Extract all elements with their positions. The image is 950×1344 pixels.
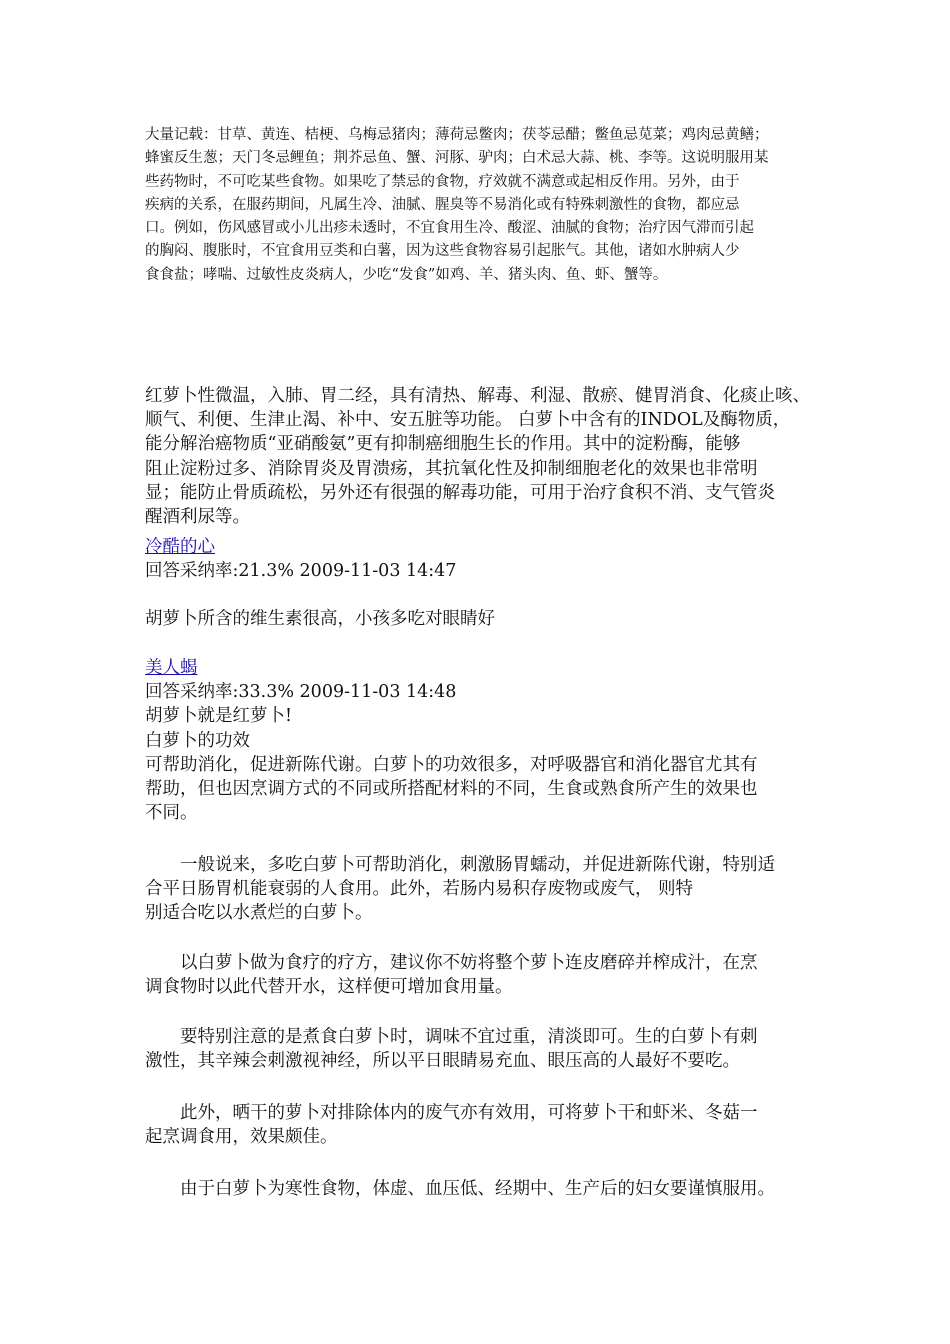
answerer-link[interactable]: 冷酷的心 (145, 537, 215, 557)
text-line: 些药物时，不可吃某些食物。如果吃了禁忌的食物，疗效就不满意或起相反作用。另外，由于 (145, 173, 740, 190)
text-line: 可帮助消化，促进新陈代谢。白萝卜的功效很多，对呼吸器官和消化器官尤其有 (145, 754, 758, 775)
text-line: 胡萝卜所含的维生素很高，小孩多吃对眼睛好 (145, 609, 495, 629)
text-line: 疾病的关系，在服药期间，凡属生冷、油腻、腥臭等不易消化或有特殊刺激性的食物，都应忌 (145, 196, 740, 213)
paragraph-caution (145, 1025, 813, 1073)
text-line: 一般说来，多吃白萝卜可帮助消化，刺激肠胃蠕动，并促进新陈代谢，特别适 (145, 855, 775, 875)
text-line: 帮助，但也因烹调方式的不同或所搭配材料的不同，生食或熟食所产生的效果也 (145, 779, 758, 800)
text-line: 别适合吃以水煮烂的白萝卜。 (145, 903, 373, 924)
text-line: 此外，晒干的萝卜对排除体内的废气亦有效用，可将萝卜干和虾米、冬菇一 (145, 1103, 758, 1123)
answer-block (145, 656, 813, 825)
paragraph-remedy (145, 951, 813, 999)
text-line: 合平日肠胃机能衰弱的人食用。此外，若肠内易积存废物或废气， 则特 (145, 879, 694, 900)
answer-block (145, 535, 813, 583)
text-line: 激性，其辛辣会刺激视神经，所以平日眼睛易充血、眼压高的人最好不要吃。 (145, 1051, 740, 1072)
text-line: 调食物时以此代替开水，这样便可增加食用量。 (145, 977, 513, 998)
text-line: 蜂蜜反生葱；天门冬忌鲤鱼；荆芥忌鱼、蟹、河豚、驴肉；白术忌大蒜、桃、李等。这说明服用某 (145, 150, 769, 167)
text-line: 胡萝卜就是红萝卜! (145, 706, 293, 727)
answer-meta: 回答采纳率:33.3% 2009-11-03 14:48 (145, 682, 457, 703)
text-line: 顺气、利便、生津止渴、补中、安五脏等功能。 白萝卜中含有的INDOL及酶物质， (145, 410, 791, 431)
text-line: 的胸闷、腹胀时，不宜食用豆类和白薯，因为这些食物容易引起胀气。其他，诸如水肿病人少 (145, 243, 740, 260)
text-line: 要特别注意的是煮食白萝卜时，调味不宜过重，清淡即可。生的白萝卜有刺 (145, 1027, 758, 1047)
answerer-link[interactable]: 美人蝎 (145, 658, 198, 678)
text-line: 红萝卜性微温，入肺、胃二经，具有清热、解毒、利湿、散瘀、健胃消食、化痰止咳、 (145, 386, 810, 406)
text-line: 阻止淀粉过多、消除胃炎及胃溃疡，其抗氧化性及抑制细胞老化的效果也非常明 (145, 458, 758, 479)
text-line: 起烹调食用，效果颇佳。 (145, 1127, 338, 1148)
section-heading: 白萝卜的功效 (145, 730, 250, 751)
text-line: 口。例如，伤风感冒或小儿出疹未透时，不宜食用生冷、酸涩、油腻的食物；治疗因气滞而引起 (145, 220, 754, 237)
paragraph-dried-radish (145, 1101, 813, 1149)
text-line: 大量记载：甘草、黄连、桔梗、乌梅忌猪肉；薄荷忌鳖肉；茯苓忌醋；鳖鱼忌苋菜；鸡肉忌黄鳝； (145, 127, 769, 143)
text-line: 由于白萝卜为寒性食物，体虚、血压低、经期中、生产后的妇女要谨慎服用。 (145, 1179, 775, 1199)
paragraph-warning (145, 1177, 813, 1201)
answer-meta: 回答采纳率:21.3% 2009-11-03 14:47 (145, 561, 457, 582)
text-line: 以白萝卜做为食疗的疗方，建议你不妨将整个萝卜连皮磨碎并榨成汁，在烹 (145, 953, 758, 973)
text-line: 醒酒利尿等。 (145, 507, 250, 528)
answer-red-radish-body (145, 384, 813, 529)
text-line: 显；能防止骨质疏松，另外还有很强的解毒功能，可用于治疗食积不消、支气管炎 (145, 482, 775, 503)
text-line: 食食盐；哮喘、过敏性皮炎病人，少吃“发食”如鸡、羊、猪头肉、鱼、虾、蟹等。 (145, 266, 668, 283)
text-line: 不同。 (145, 803, 198, 824)
text-line: 能分解治癌物质“亚硝酸氨”更有抑制癌细胞生长的作用。其中的淀粉酶，能够 (145, 434, 741, 455)
answer-body (145, 607, 813, 631)
paragraph-digestion (145, 853, 813, 926)
diet-taboo-paragraph (145, 124, 813, 287)
